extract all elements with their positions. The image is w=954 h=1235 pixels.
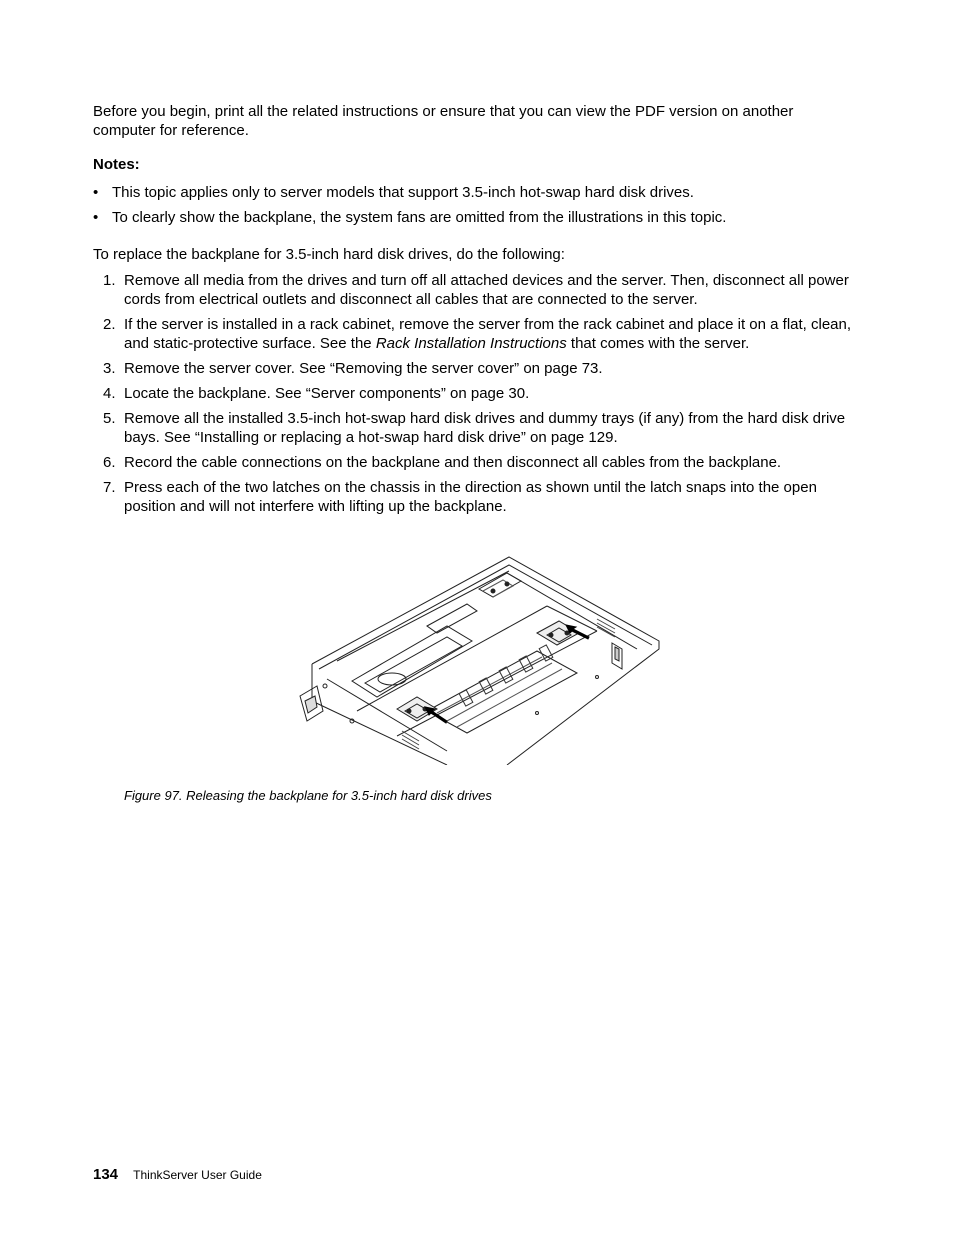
figure-caption: Figure 97. Releasing the backplane for 3.5-inch hard disk drives bbox=[124, 788, 492, 803]
step-item bbox=[93, 359, 853, 378]
step-number: 3. bbox=[103, 360, 116, 377]
notes-list bbox=[93, 183, 853, 233]
step-text: Press each of the two latches on the chassis in the direction as shown until the latch snaps into the open position and will not interfere with lifting up the backplane. bbox=[124, 479, 817, 515]
step-number: 7. bbox=[103, 479, 116, 496]
step-item bbox=[93, 478, 853, 516]
step-text: Remove all media from the drives and turn off all attached devices and the server. Then, disconnect all power cords from electrical outlets and disconnect all cables that are connected to the server. bbox=[124, 272, 849, 308]
doc-reference: Rack Installation Instructions bbox=[375, 335, 567, 352]
step-text: Remove all the installed 3.5-inch hot-swap hard disk drives and dummy trays (if any) from the hard disk drive bays. See “Installing or replacing a hot-swap hard disk drive” on page 129. bbox=[124, 410, 846, 446]
step-text: Record the cable connections on the backplane and then disconnect all cables from the backplane. bbox=[124, 454, 782, 471]
step-number: 5. bbox=[103, 410, 116, 427]
notes-heading: Notes: bbox=[93, 156, 140, 173]
step-item bbox=[93, 315, 853, 353]
intro-paragraph: Before you begin, print all the related instructions or ensure that you can view the PDF version on another computer for reference. bbox=[93, 103, 794, 139]
page-number: 134 bbox=[93, 1166, 119, 1183]
procedure-steps bbox=[93, 271, 853, 522]
step-text: If the server is installed in a rack cabinet, remove the server from the rack cabinet and place it on a flat, clean, and static-protective surface. See the bbox=[124, 316, 852, 352]
step-number: 4. bbox=[103, 385, 116, 402]
document-title: ThinkServer User Guide bbox=[133, 1168, 262, 1182]
step-number: 1. bbox=[103, 272, 116, 289]
note-item: • To clearly show the backplane, the system fans are omitted from the illustrations in this topic. bbox=[93, 208, 853, 227]
step-number: 6. bbox=[103, 454, 116, 471]
procedure-lead: To replace the backplane for 3.5-inch hard disk drives, do the following: bbox=[93, 246, 565, 263]
backplane-illustration bbox=[297, 551, 667, 765]
step-item bbox=[93, 453, 853, 472]
page-footer bbox=[93, 1166, 262, 1184]
step-item bbox=[93, 271, 853, 309]
step-text: that comes with the server. bbox=[566, 335, 750, 352]
step-number: 2. bbox=[103, 316, 116, 333]
note-item: • This topic applies only to server models that support 3.5-inch hot-swap hard disk drives. bbox=[93, 183, 853, 202]
step-item bbox=[93, 384, 853, 403]
step-text: Locate the backplane. See “Server components” on page 30. bbox=[124, 385, 530, 402]
step-item bbox=[93, 409, 853, 447]
step-text: Remove the server cover. See “Removing the server cover” on page 73. bbox=[124, 360, 603, 377]
